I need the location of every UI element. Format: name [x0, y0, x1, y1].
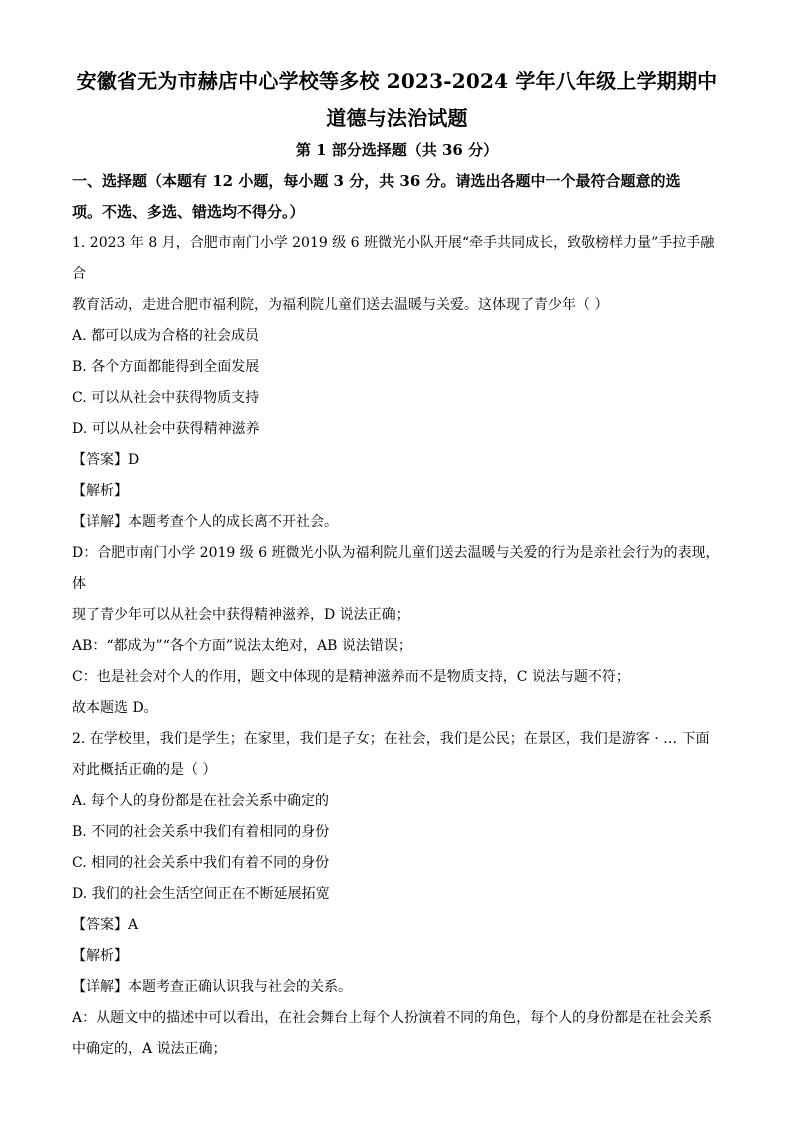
- explanation-line: A：从题文中的描述中可以看出，在社会舞台上每个人扮演着不同的角色，每个人的身份都是在社会关系: [72, 1010, 713, 1026]
- document-title-line1: 安徽省无为市赫店中心学校等多校 2023-2024 学年八年级上学期期中: [76, 69, 718, 93]
- explanation-line: C：也是社会对个人的作用，题文中体现的是精神滋养而不是物质支持，C 说法与题不符；: [72, 669, 630, 685]
- option-b: B. 不同的社会关系中我们有着相同的身份: [72, 824, 330, 840]
- option-c: C. 相同的社会关系中我们有着不同的身份: [72, 855, 330, 871]
- explanation-line: D：合肥市南门小学 2019 级 6 班微光小队为福利院儿童们送去温暖与关爱的行为是亲社会行为的表现，体: [72, 545, 720, 592]
- explanation-line: 现了青少年可以从社会中获得精神滋养，D 说法正确；: [72, 607, 410, 623]
- explanation-line: 中确定的，A 说法正确；: [72, 1041, 227, 1057]
- option-d: D. 我们的社会生活空间正在不断延展拓宽: [72, 886, 330, 902]
- detail-line: 【详解】本题考查正确认识我与社会的关系。: [72, 979, 352, 995]
- option-a: A. 每个人的身份都是在社会关系中确定的: [72, 793, 330, 809]
- detail-line: 【详解】本题考查个人的成长离不开社会。: [72, 514, 338, 530]
- analysis-label: 【解析】: [72, 948, 128, 964]
- option-d: D. 可以从社会中获得精神滋养: [72, 421, 260, 437]
- question-stem-line: 1. 2023 年 8 月，合肥市南门小学 2019 级 6 班微光小队开展“牵手共同成长，致敬榜样力量”手拉手融合: [72, 235, 715, 282]
- question-1: [72, 228, 722, 724]
- option-a: A. 都可以成为合格的社会成员: [72, 328, 260, 344]
- part-heading: 第 1 部分选择题（共 36 分）: [295, 141, 499, 159]
- option-c: C. 可以从社会中获得物质支持: [72, 390, 260, 406]
- explanation-line: AB：“都成为”“各个方面”说法太绝对，AB 说法错误；: [72, 638, 412, 654]
- question-stem-line: 对此概括正确的是（ ）: [72, 762, 217, 778]
- document-title-line2: 道德与法治试题: [326, 106, 468, 130]
- option-b: B. 各个方面都能得到全面发展: [72, 359, 260, 375]
- question-2: [72, 724, 722, 1065]
- question-stem-line: 教育活动，走进合肥市福利院，为福利院儿童们送去温暖与关爱。这体现了青少年（ ）: [72, 297, 609, 313]
- section-heading-line1: 一、选择题（本题有 12 小题，每小题 3 分，共 36 分。请选出各题中一个最符合题意的选: [72, 172, 681, 190]
- answer-label: 【答案】A: [72, 917, 139, 933]
- analysis-label: 【解析】: [72, 483, 128, 499]
- explanation-line: 故本题选 D。: [72, 700, 158, 716]
- section-heading-line2: 项。不选、多选、错选均不得分。）: [72, 203, 305, 221]
- question-stem-line: 2. 在学校里，我们是学生；在家里，我们是子女；在社会，我们是公民；在景区，我们是游客 · … 下面: [72, 731, 710, 747]
- answer-label: 【答案】D: [72, 452, 140, 468]
